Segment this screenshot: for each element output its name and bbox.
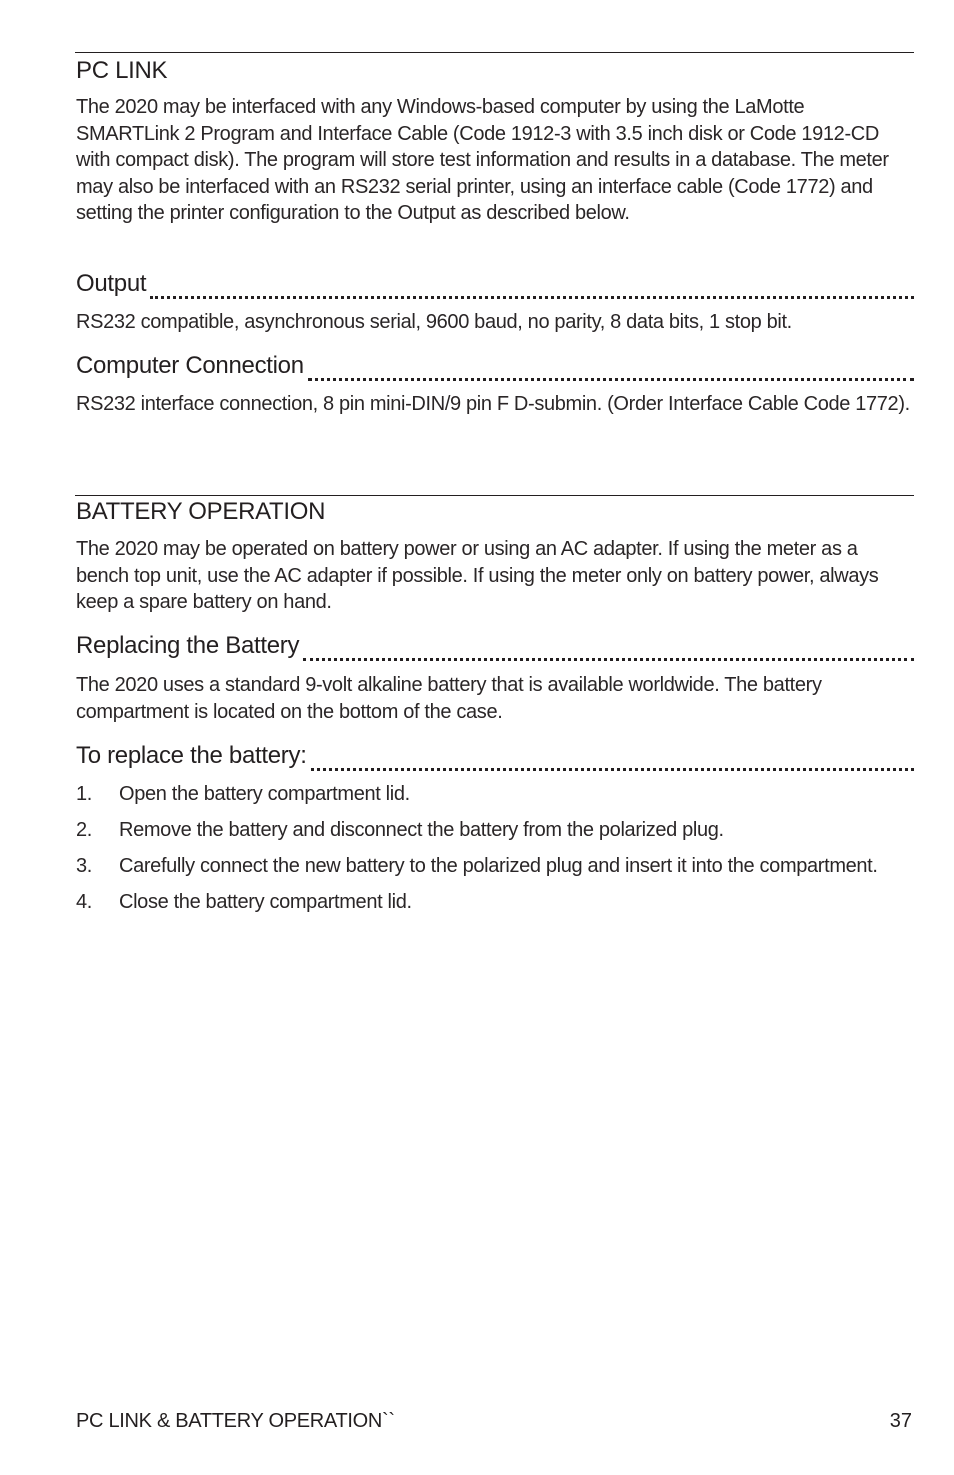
- step-number: 1.: [76, 783, 92, 805]
- subheading-replacing-battery: [76, 628, 914, 660]
- pc-link-intro-paragraph: The 2020 may be interfaced with any Windows-based computer by using the LaMotte SMARTLink 2 Program and Interface Cable (Code 1912-3 with 3.5 inch disk or Code 1912-CD with compact disk). The program will store test information and results in a database. The meter may also be interfaced with an RS232 serial printer, using an interface cable (Code 1772) and setting the printer configuration to the Output as described below.: [76, 96, 889, 225]
- page-number: 37: [889, 1410, 912, 1432]
- section-title-pc-link: PC LINK: [76, 57, 168, 84]
- list-item: [76, 817, 912, 844]
- step-text: Carefully connect the new battery to the polarized plug and insert it into the compartment.: [119, 855, 878, 877]
- dotted-leader: [308, 378, 914, 381]
- replacing-battery-paragraph: The 2020 uses a standard 9-volt alkaline battery that is available worldwide. The battery compartment is located on the bottom of the case.: [76, 674, 822, 723]
- step-text: Remove the battery and disconnect the battery from the polarized plug.: [119, 819, 724, 841]
- dotted-leader: [303, 658, 914, 661]
- step-number: 2.: [76, 819, 92, 841]
- computer-connection-paragraph: RS232 interface connection, 8 pin mini-DIN/9 pin F D-submin. (Order Interface Cable Code 1772).: [76, 393, 910, 415]
- dotted-leader: [311, 768, 914, 771]
- battery-replacement-steps: [76, 781, 912, 925]
- output-paragraph: RS232 compatible, asynchronous serial, 9600 baud, no parity, 8 data bits, 1 stop bit.: [76, 311, 792, 333]
- subheading-computer-connection: [76, 348, 914, 380]
- subheading-to-replace-battery-label: To replace the battery:: [76, 742, 307, 769]
- section-title-battery-operation: BATTERY OPERATION: [76, 498, 326, 525]
- list-item: [76, 889, 912, 916]
- battery-intro-paragraph: The 2020 may be operated on battery power or using an AC adapter. If using the meter as a bench top unit, use the AC adapter if possible. If using the meter only on battery power, always keep a spare battery on hand.: [76, 538, 879, 614]
- step-number: 4.: [76, 891, 92, 913]
- footer-section-label: PC LINK & BATTERY OPERATION``: [76, 1410, 395, 1432]
- list-item: [76, 781, 912, 808]
- section-divider-pc-link: [75, 52, 914, 53]
- dotted-leader: [150, 296, 914, 299]
- subheading-output: [76, 266, 914, 298]
- subheading-output-label: Output: [76, 270, 147, 297]
- subheading-replacing-battery-label: Replacing the Battery: [76, 632, 300, 659]
- subheading-computer-connection-label: Computer Connection: [76, 352, 304, 379]
- list-item: [76, 853, 912, 880]
- step-number: 3.: [76, 855, 92, 877]
- step-text: Close the battery compartment lid.: [119, 891, 412, 913]
- subheading-to-replace-battery: [76, 738, 914, 770]
- section-divider-battery: [75, 495, 914, 496]
- step-text: Open the battery compartment lid.: [119, 783, 410, 805]
